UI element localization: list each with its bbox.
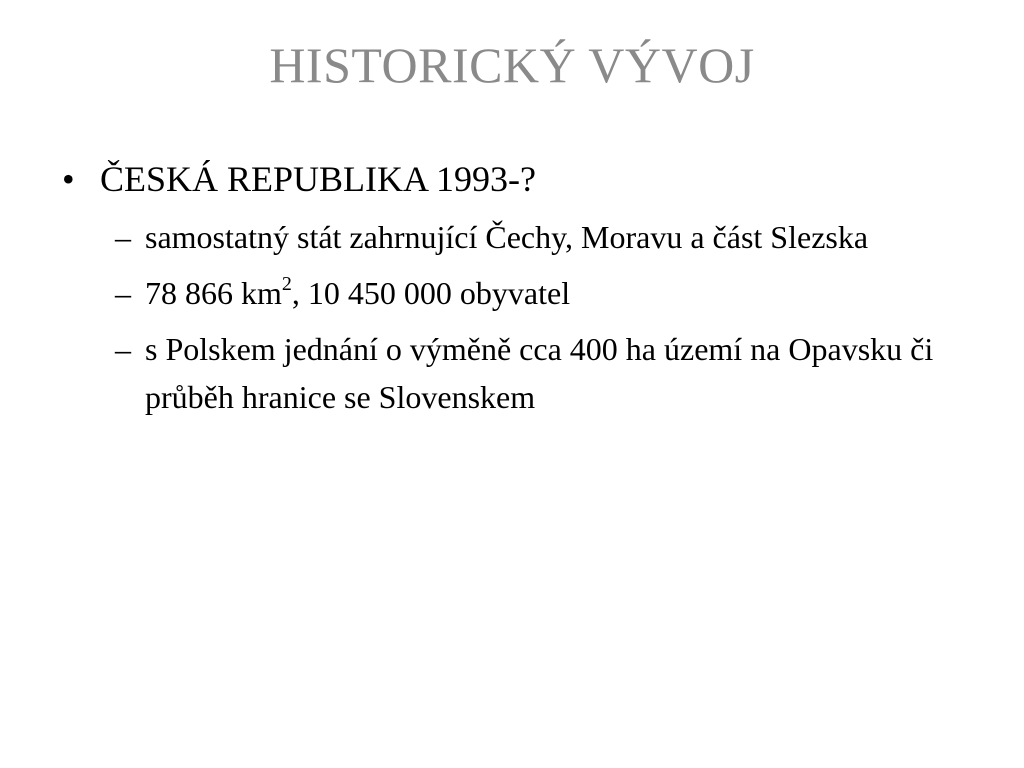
sub-bullet-list — [60, 213, 980, 421]
slide-content — [60, 155, 980, 429]
sub-bullet-text: samostatný stát zahrnující Čechy, Moravu a část Slezska — [145, 219, 869, 255]
bullet-marker: • — [62, 159, 75, 199]
sub-bullet-independent-state — [115, 213, 980, 261]
area-unit-superscript: 2 — [281, 273, 292, 295]
sub-bullet-area-population — [115, 269, 980, 317]
sub-bullet-text: s Polskem jednání o výměně cca 400 ha území na Opavsku či průběh hranice se Slovenskem — [145, 331, 934, 415]
bullet-czech-republic — [60, 155, 980, 203]
sub-bullet-border-negotiations — [115, 325, 980, 421]
bullet-text: ČESKÁ REPUBLIKA 1993-? — [100, 159, 537, 199]
area-value: 78 866 km — [145, 275, 282, 311]
slide-title: HISTORICKÝ VÝVOJ — [269, 37, 755, 93]
dash-marker: – — [115, 331, 131, 367]
dash-marker: – — [115, 219, 131, 255]
dash-marker: – — [115, 275, 131, 311]
population-value: , 10 450 000 obyvatel — [291, 275, 571, 311]
